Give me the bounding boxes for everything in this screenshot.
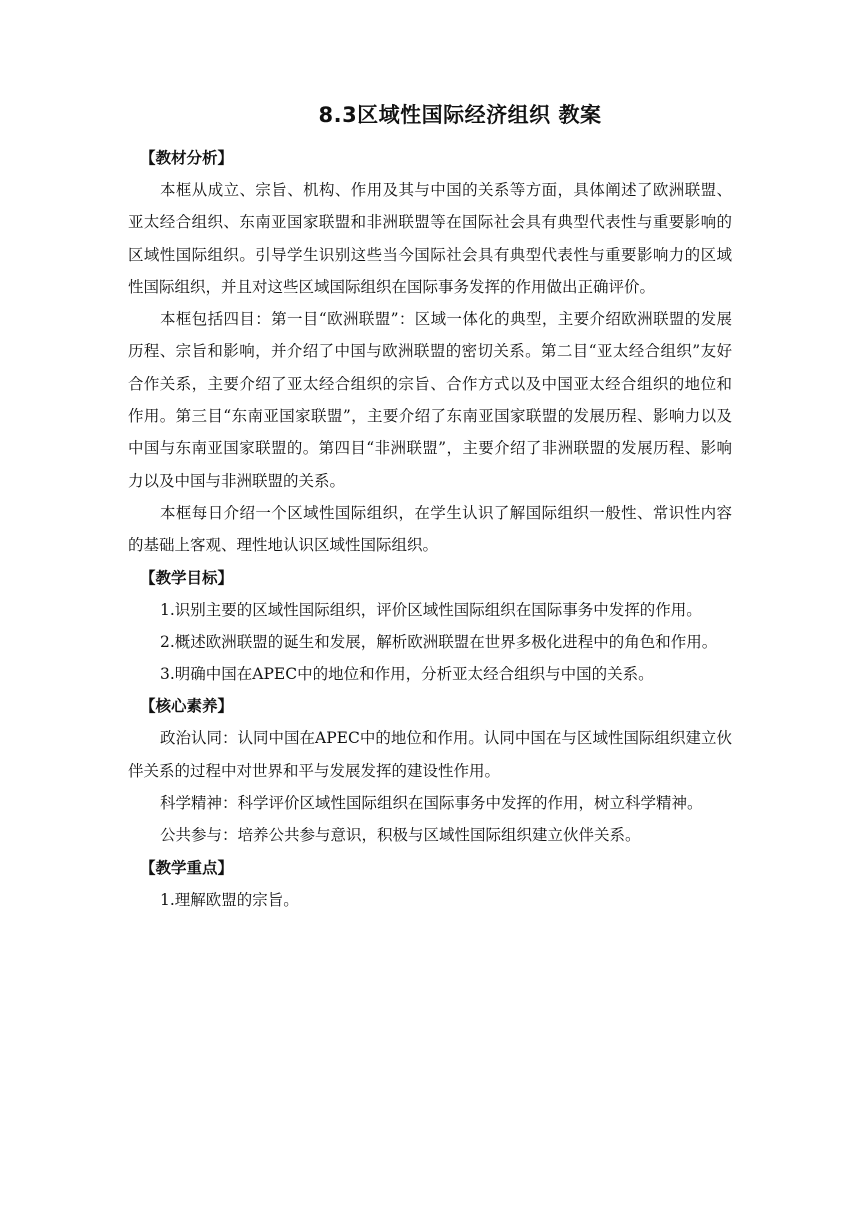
paragraph: 公共参与：培养公共参与意识，积极与区域性国际组织建立伙伴关系。 [160, 826, 641, 845]
section-heading: 【教材分析】 [140, 149, 234, 167]
section-heading: 【教学重点】 [140, 858, 234, 877]
section-heading: 【教学目标】 [140, 568, 234, 587]
paragraph: 3.明确中国在APEC中的地位和作用，分析亚太经合组织与中国的关系。 [160, 665, 654, 684]
paragraph: 科学精神：科学评价区域性国际组织在国际事务中发挥的作用，树立科学精神。 [160, 794, 703, 813]
paragraph: 本框每日介绍一个区域性国际组织，在学生认识了解国际组织一般性、常识性内容的基础上客观、理性地认识区域性国际组织。 [128, 503, 732, 555]
paragraph: 2.概述欧洲联盟的诞生和发展，解析欧洲联盟在世界多极化进程中的角色和作用。 [160, 632, 718, 651]
paragraph: 本框包括四目：第一目“欧洲联盟”：区域一体化的典型，主要介绍欧洲联盟的发展历程、宗旨和影响，并介绍了中国与欧洲联盟的密切关系。第二目“亚太经合组织”友好合作关系，主要介绍了亚太经合组织的宗旨、合作方式以及中国亚太经合组织的地位和作用。第三目“东南亚国家联盟”，主要介绍了东南亚国家联盟的发展历程、影响力以及中国与东南亚国家联盟的。第四目“非洲联盟”，主要介绍了非洲联盟的发展历程、影响力以及中国与非洲联盟的关系。 [128, 310, 732, 490]
document-content [128, 100, 732, 916]
document-title: 8.3区域性国际经济组织 教案 [318, 103, 602, 127]
paragraph: 1.理解欧盟的宗旨。 [160, 890, 299, 909]
section-teaching-objectives [128, 562, 732, 691]
section-teaching-focus [128, 852, 732, 916]
section-heading: 【核心素养】 [140, 697, 234, 716]
paragraph: 1.识别主要的区域性国际组织，评价区域性国际组织在国际事务中发挥的作用。 [160, 600, 702, 619]
paragraph: 本框从成立、宗旨、机构、作用及其与中国的关系等方面，具体阐述了欧洲联盟、亚太经合组织、东南亚国家联盟和非洲联盟等在国际社会具有典型代表性与重要影响的区域性国际组织。引导学生识别这些当今国际社会具有典型代表性与重要影响力的区域性国际组织，并且对这些区域国际组织在国际事务发挥的作用做出正确评价。 [128, 181, 732, 296]
section-core-literacy [128, 690, 732, 851]
section-textbook-analysis [128, 142, 732, 562]
paragraph: 政治认同：认同中国在APEC中的地位和作用。认同中国在与区域性国际组织建立伙伴关系的过程中对世界和平与发展发挥的建设性作用。 [128, 729, 732, 780]
